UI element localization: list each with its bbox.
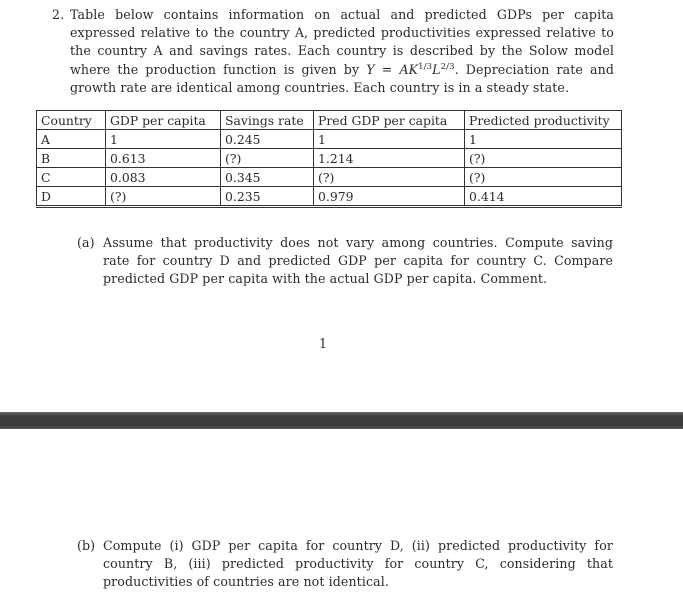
table-row	[37, 187, 622, 207]
header-predicted-productivity: Predicted productivity	[465, 111, 622, 130]
problem-text	[70, 6, 614, 97]
page-divider	[0, 412, 683, 429]
table-cell: 0.613	[106, 149, 221, 168]
table-cell: 1	[106, 130, 221, 149]
table-cell: 1	[314, 130, 465, 149]
table-cell: A	[37, 130, 106, 149]
problem-number: 2.	[52, 7, 65, 22]
data-table	[36, 110, 622, 208]
table-row	[37, 168, 622, 187]
table-cell: B	[37, 149, 106, 168]
formula-l: L	[432, 61, 441, 77]
table-cell: 0.245	[221, 130, 314, 149]
table-cell: 0.083	[106, 168, 221, 187]
part-a	[77, 234, 613, 289]
table-cell: 1	[465, 130, 622, 149]
header-pred-gdp: Pred GDP per capita	[314, 111, 465, 130]
table-cell: C	[37, 168, 106, 187]
part-a-text: Assume that productivity does not vary among countries. Compute saving rate for country D and predicted GDP per capita for country C. Compare predicted GDP per capita with the actual GDP per capita. Comment.	[103, 235, 613, 287]
part-b	[77, 537, 613, 592]
table-cell: (?)	[221, 149, 314, 168]
formula-exponent-l: 2/3	[440, 61, 455, 72]
part-a-label: (a)	[77, 235, 95, 250]
page-2	[0, 429, 683, 597]
part-b-label: (b)	[77, 538, 96, 553]
table-row	[37, 149, 622, 168]
part-b-text: Compute (i) GDP per capita for country D, (ii) predicted productivity for country B, (iii) predicted productivity for country C, considering that productivities of countries are not identical.	[103, 538, 613, 590]
table-header-row	[37, 111, 622, 130]
intro-text-end: . Depreciation rate and growth rate are identical among countries. Each country is in a steady state.	[70, 61, 614, 95]
table-cell: (?)	[465, 149, 622, 168]
table-cell: 0.345	[221, 168, 314, 187]
table-cell: (?)	[314, 168, 465, 187]
table-row	[37, 130, 622, 149]
formula-exponent-k: 1/3	[418, 61, 433, 72]
problem-statement	[52, 6, 614, 97]
table-cell: 0.235	[221, 187, 314, 207]
table-cell: D	[37, 187, 106, 207]
header-country: Country	[37, 111, 106, 130]
table-cell: (?)	[465, 168, 622, 187]
formula-equals: =	[374, 61, 400, 77]
formula-ak: AK	[399, 61, 419, 77]
table-cell: 1.214	[314, 149, 465, 168]
table-cell: 0.414	[465, 187, 622, 207]
formula-y: Y	[366, 61, 375, 77]
header-savings-rate: Savings rate	[221, 111, 314, 130]
intro-text: Table below contains information on actual and predicted GDPs per capita expressed relative to the country A, predicted productivities expressed relative to the country A and savings rates. Each country is described by the Solow model where the production function is given by	[70, 7, 614, 77]
page-number: 1	[319, 336, 328, 351]
header-gdp-per-capita: GDP per capita	[106, 111, 221, 130]
table-cell: 0.979	[314, 187, 465, 207]
table-cell: (?)	[106, 187, 221, 207]
